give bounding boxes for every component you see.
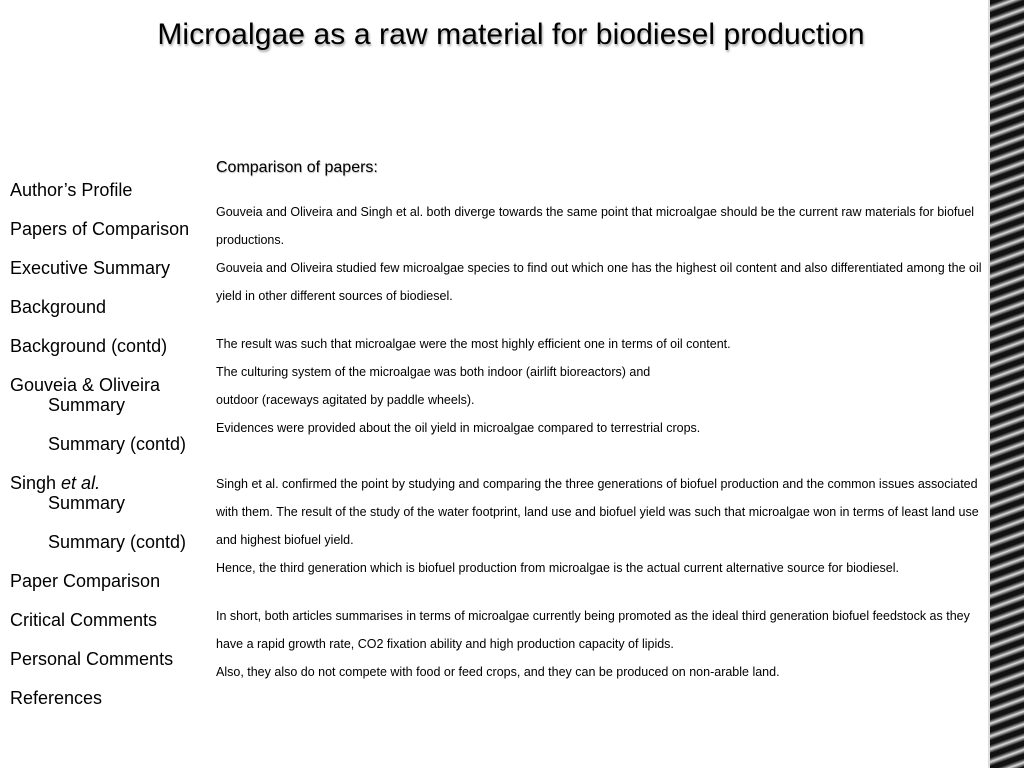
content-area — [216, 156, 986, 686]
paragraph-3: The result was such that microalgae were the most highly efficient one in terms of oil content. — [216, 337, 731, 351]
nav-personal-comments[interactable]: Personal Comments — [10, 649, 174, 669]
nav-critical-comments[interactable]: Critical Comments — [10, 610, 158, 630]
nav-singh-label: Singh — [10, 473, 62, 493]
nav-singh-summary[interactable]: Summary — [48, 493, 126, 513]
paragraph-7: Singh et al. confirmed the point by studying and comparing the three generations of biofuel production and the common issues associated with them. The result of the study of the water footprint, land use and biofuel yield was such that microalgae won in terms of least land use and highest biofuel yield. — [216, 477, 979, 547]
decorative-border — [990, 0, 1024, 768]
content-heading: Comparison of papers: — [216, 159, 378, 176]
nav-singh[interactable] — [10, 473, 215, 513]
slide-title: Microalgae as a raw material for biodiesel production — [157, 18, 865, 51]
nav-references[interactable]: References — [10, 688, 103, 708]
paragraph-5: outdoor (raceways agitated by paddle wheels). — [216, 393, 475, 407]
paragraph-4: The culturing system of the microalgae was both indoor (airlift bioreactors) and — [216, 365, 651, 379]
paragraph-8: Hence, the third generation which is biofuel production from microalgae is the actual current alternative source for biodiesel. — [216, 561, 900, 575]
nav-gouveia-summary-contd[interactable]: Summary (contd) — [48, 434, 187, 454]
nav-background-contd[interactable]: Background (contd) — [10, 336, 168, 356]
paragraph-6: Evidences were provided about the oil yield in microalgae compared to terrestrial crops. — [216, 421, 701, 435]
nav-singh-summary-contd[interactable]: Summary (contd) — [48, 532, 187, 552]
nav-author-profile[interactable]: Author’s Profile — [10, 180, 133, 200]
paragraph-9: In short, both articles summarises in terms of microalgae currently being promoted as the ideal third generation biofuel feedstock as they have a rapid growth rate, CO2 fixation ability and high production capacity of lipids. — [216, 609, 970, 651]
nav-papers-of-comparison[interactable]: Papers of Comparison — [10, 219, 190, 239]
nav-executive-summary[interactable]: Executive Summary — [10, 258, 171, 278]
paragraph-2: Gouveia and Oliveira studied few microalgae species to find out which one has the highest oil content and also differentiated among the oil yield in other different sources of biodiesel. — [216, 261, 982, 303]
nav-singh-etal: et al. — [61, 473, 101, 493]
nav-paper-comparison[interactable]: Paper Comparison — [10, 571, 161, 591]
navigation-menu — [10, 180, 215, 727]
paragraph-10: Also, they also do not compete with food or feed crops, and they can be produced on non-arable land. — [216, 665, 780, 679]
nav-gouveia-oliveira-label: Gouveia & Oliveira — [10, 375, 161, 395]
paragraph-1: Gouveia and Oliveira and Singh et al. both diverge towards the same point that microalgae should be the current raw materials for biofuel productions. — [216, 205, 975, 247]
nav-background[interactable]: Background — [10, 297, 107, 317]
nav-gouveia-summary[interactable]: Summary — [48, 395, 126, 415]
nav-gouveia-oliveira[interactable] — [10, 375, 215, 415]
